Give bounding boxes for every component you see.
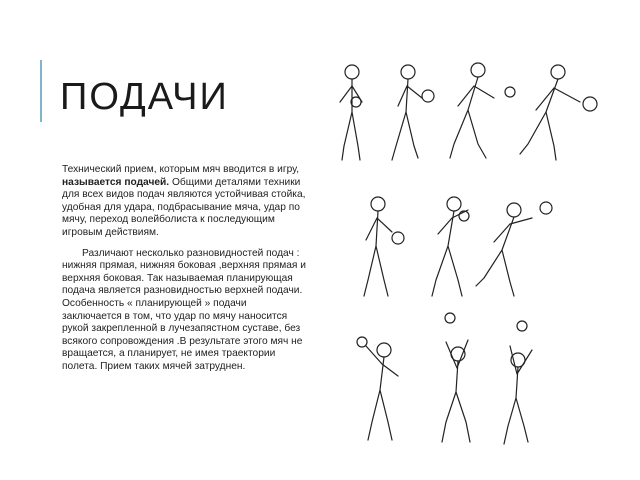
- body-text: [62, 164, 306, 382]
- paragraph-1-bold: называется подачей.: [62, 176, 170, 188]
- figure-1-3: [450, 63, 515, 158]
- paragraph-1: [62, 164, 306, 240]
- figure-2-3: [476, 202, 552, 296]
- figure-3-1: [357, 337, 398, 440]
- figure-2-2: [432, 197, 469, 296]
- paragraph-1-lead: Технический прием, которым мяч вводится в игру,: [62, 164, 300, 175]
- row-overhead-serve: [357, 313, 532, 444]
- figure-1-2: [392, 65, 434, 160]
- paragraph-2: Различают несколько разновидностей подач : нижняя прямая, нижняя боковая ,верхняя прямая и верхняя боковая. Так называемая планирующая подача является разновидностью верхней подачи. Особенность « планирующей » подачи заключается в том, что удар по мячу наносится рукой закрепленной в лучезапястном суставе, без всякого сопровождения .В результате этого мяч не вращается, а планирует, не имея траектории полета. Прием таких мячей затруднен.: [62, 247, 306, 372]
- paragraph-1-rest: Общими деталями техники для всех видов подач являются устойчивая стойка, удобная для удара, подбрасывание мяча, удар по мячу, переход волейболиста к последующим игровым действиям.: [62, 176, 306, 238]
- row-underhand-serve: [340, 63, 597, 160]
- row-side-serve: [364, 197, 552, 296]
- serve-technique-figure: [318, 50, 618, 450]
- figure-3-2: [442, 313, 470, 442]
- figure-3-3: [504, 321, 532, 444]
- title-accent-bar: [40, 60, 42, 122]
- figure-2-1: [364, 197, 404, 296]
- figure-1-1: [340, 65, 362, 160]
- serve-sketches-svg: [318, 50, 618, 450]
- figure-1-4: [520, 65, 597, 160]
- slide-title: ПОДАЧИ: [60, 76, 229, 118]
